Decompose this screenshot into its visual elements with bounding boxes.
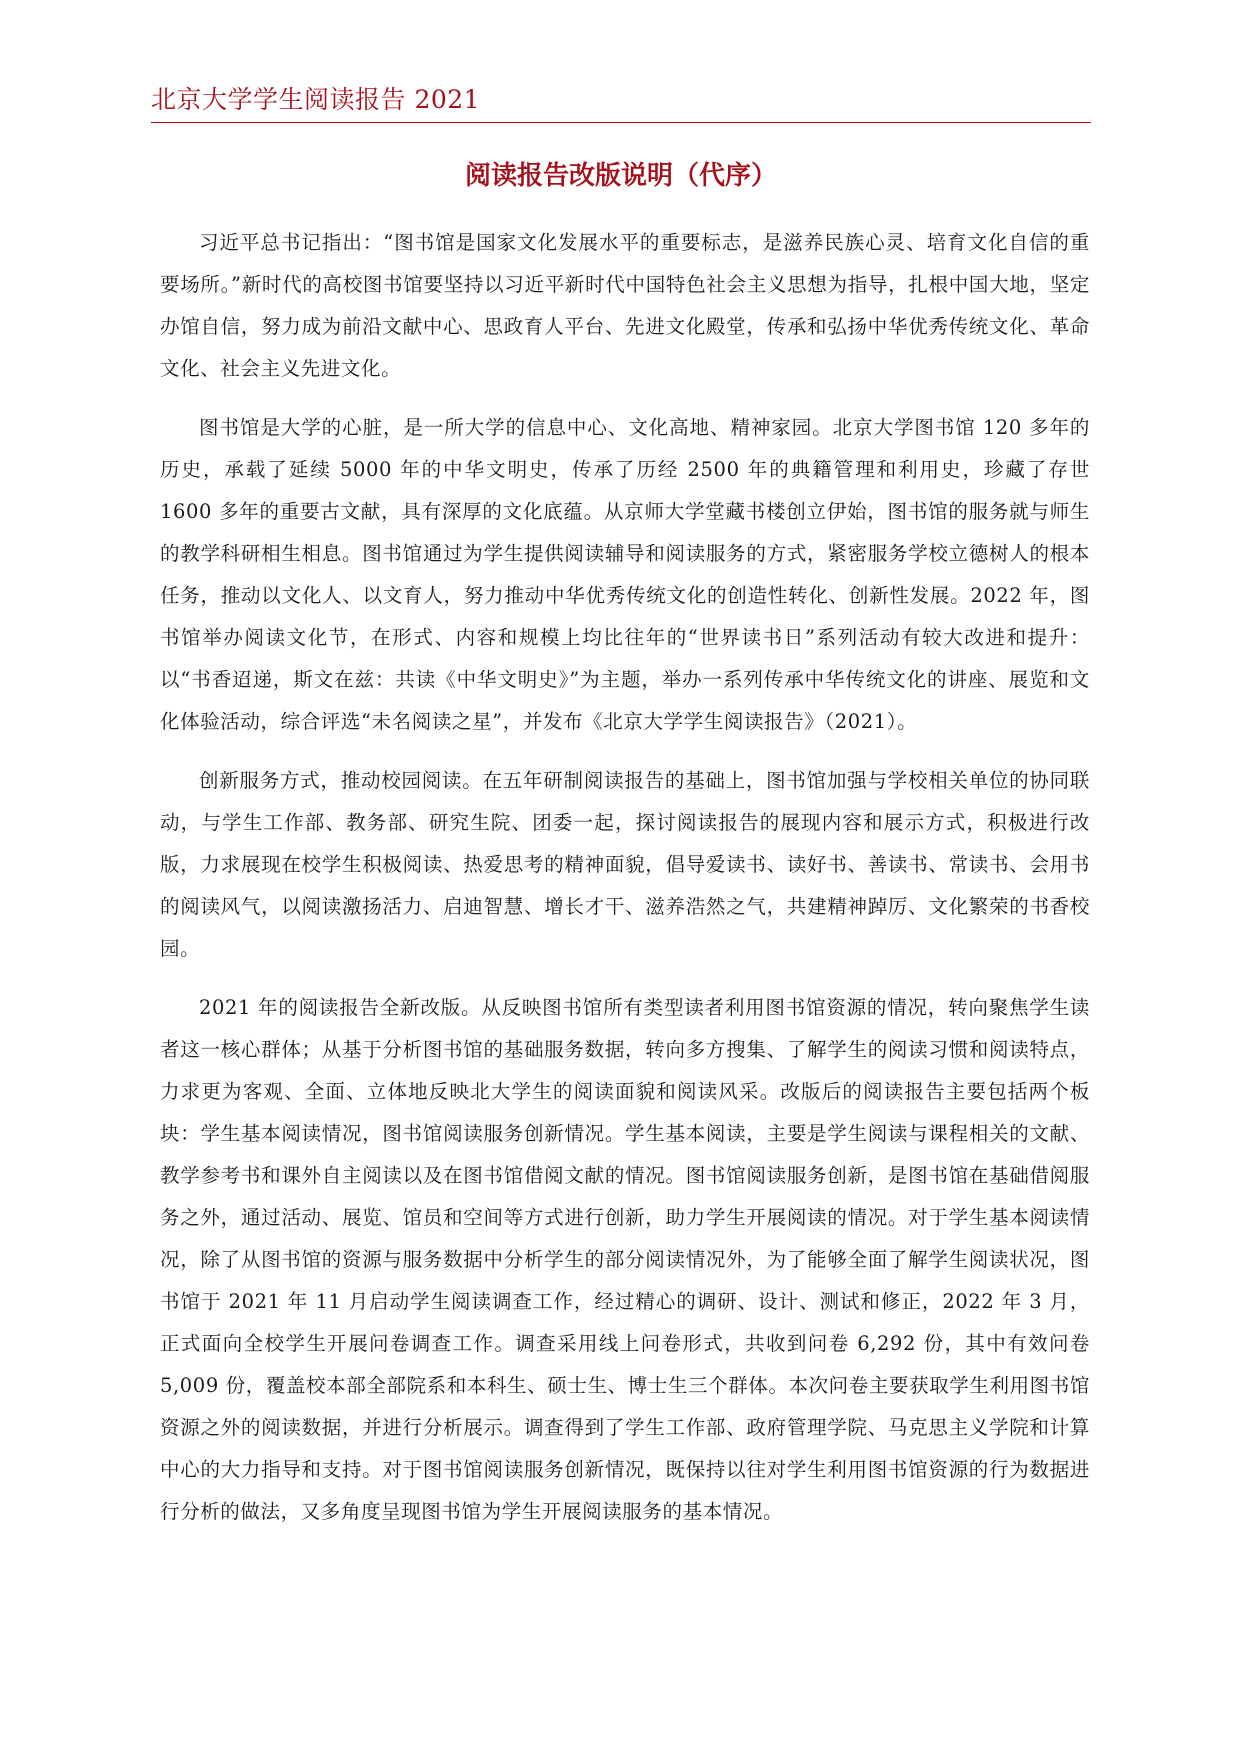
page-title: 阅读报告改版说明（代序） [464, 161, 777, 191]
paragraph: 习近平总书记指出：“图书馆是国家文化发展水平的重要标志，是滋养民族心灵、培育文化自信的重要场所。”新时代的高校图书馆要坚持以习近平新时代中国特色社会主义思想为指导，扎根中国大地，坚定办馆自信，努力成为前沿文献中心、思政育人平台、先进文化殿堂，传承和弘扬中华优秀传统文化、革命文化、社会主义先进文化。 [160, 231, 1090, 380]
paragraph: 图书馆是大学的心脏，是一所大学的信息中心、文化高地、精神家园。北京大学图书馆 120 多年的历史，承载了延续 5000 年的中华文明史，传承了历经 2500 年的典籍管理和利用史，珍藏了存世 1600 多年的重要古文献，具有深厚的文化底蕴。从京师大学堂藏书楼创立伊始，图书馆的服务就与师生的教学科研相生相息。图书馆通过为学生提供阅读辅导和阅读服务的方式，紧密服务学校立德树人的根本任务，推动以文化人、以文育人，努力推动中华优秀传统文化的创造性转化、创新性发展。2022 年，图书馆举办阅读文化节，在形式、内容和规模上均比往年的“世界读书日”系列活动有较大改进和提升：以“书香迢递，斯文在兹：共读《中华文明史》”为主题，举办一系列传承中华传统文化的讲座、展览和文化体验活动，综合评选“未名阅读之星”，并发布《北京大学学生阅读报告》（2021）。 [160, 416, 1090, 733]
header-divider [151, 122, 1091, 123]
running-header [151, 82, 1091, 118]
paragraph: 2021 年的阅读报告全新改版。从反映图书馆所有类型读者利用图书馆资源的情况，转向聚焦学生读者这一核心群体；从基于分析图书馆的基础服务数据，转向多方搜集、了解学生的阅读习惯和阅读特点，力求更为客观、全面、立体地反映北大学生的阅读面貌和阅读风采。改版后的阅读报告主要包括两个板块：学生基本阅读情况，图书馆阅读服务创新情况。学生基本阅读，主要是学生阅读与课程相关的文献、教学参考书和课外自主阅读以及在图书馆借阅文献的情况。图书馆阅读服务创新，是图书馆在基础借阅服务之外，通过活动、展览、馆员和空间等方式进行创新，助力学生开展阅读的情况。对于学生基本阅读情况，除了从图书馆的资源与服务数据中分析学生的部分阅读情况外，为了能够全面了解学生阅读状况，图书馆于 2021 年 11 月启动学生阅读调查工作，经过精心的调研、设计、测试和修正，2022 年 3 月，正式面向全校学生开展问卷调查工作。调查采用线上问卷形式，共收到问卷 6,292 份，其中有效问卷 5,009 份，覆盖校本部全部院系和本科生、硕士生、博士生三个群体。本次问卷主要获取学生利用图书馆资源之外的阅读数据，并进行分析展示。调查得到了学生工作部、政府管理学院、马克思主义学院和计算中心的大力指导和支持。对于图书馆阅读服务创新情况，既保持以往对学生利用图书馆资源的行为数据进行分析的做法，又多角度呈现图书馆为学生开展阅读服务的基本情况。 [160, 996, 1090, 1523]
header-title: 北京大学学生阅读报告 2021 [151, 85, 481, 114]
document-body [160, 222, 1090, 1550]
paragraph: 创新服务方式，推动校园阅读。在五年研制阅读报告的基础上，图书馆加强与学校相关单位的协同联动，与学生工作部、教务部、研究生院、团委一起，探讨阅读报告的展现内容和展示方式，积极进行改版，力求展现在校学生积极阅读、热爱思考的精神面貌，倡导爱读书、读好书、善读书、常读书、会用书的阅读风气，以阅读激扬活力、启迪智慧、增长才干、滋养浩然之气，共建精神踔厉、文化繁荣的书香校园。 [160, 769, 1090, 960]
